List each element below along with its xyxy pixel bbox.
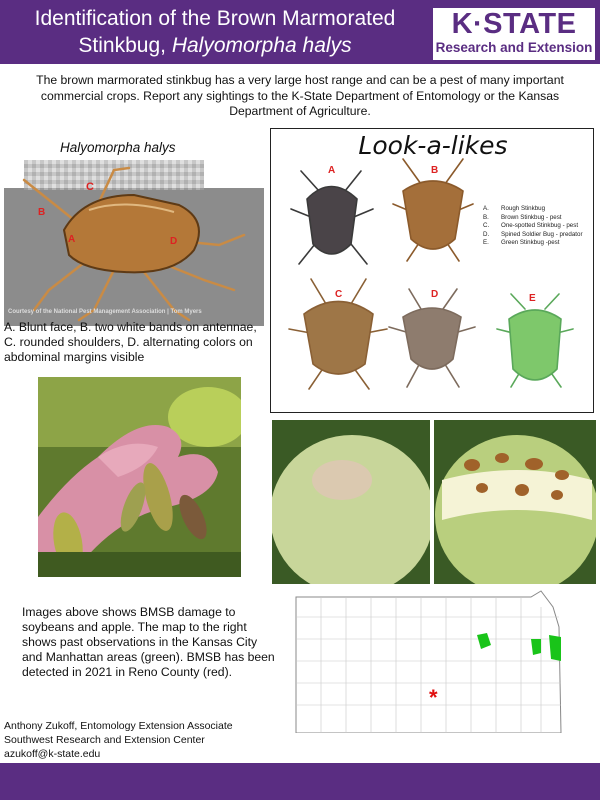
- legend-row: [483, 205, 595, 214]
- legend-label: Rough Stinkbug: [501, 205, 546, 212]
- title-species: Halyomorpha halys: [171, 34, 352, 57]
- bug-e-icon: [497, 294, 573, 387]
- legend-row: [483, 231, 595, 240]
- title-prefix: Stinkbug,: [78, 34, 172, 57]
- legend-row: [483, 239, 595, 248]
- author-email: azukoff@k-state.edu: [4, 748, 101, 760]
- legend-row: [483, 214, 595, 223]
- specimen-description: A. Blunt face, B. two white bands on antennae, C. rounded shoulders, D. alternating colors on abdominal margins visible: [4, 320, 257, 364]
- bug-a-icon: [291, 171, 373, 264]
- lookalikes-legend: [483, 205, 595, 248]
- bug-letter-d: D: [431, 289, 439, 300]
- page-title-line1: Identification of the Brown Marmorated: [34, 7, 396, 30]
- logo-sub-text: Research and Extension: [435, 40, 593, 55]
- legend-label: One-spotted Stinkbug - pest: [501, 222, 579, 230]
- legend-label: Green Stinkbug -pest: [501, 239, 560, 247]
- legend-key: D.: [483, 230, 490, 238]
- map-description: Images above shows BMSB damage to soybeans and apple. The map to the right shows past observations in the Kansas City and Manhattan areas (green). BMSB has been detected in 2021 in Reno County (red).: [22, 605, 275, 679]
- legend-label: Brown Stinkbug - pest: [501, 213, 562, 221]
- bug-letter-a: A: [328, 165, 336, 176]
- kansas-county-map: [291, 587, 596, 733]
- intro-paragraph: The brown marmorated stinkbug has a very large host range and can be a pest of many important commercial crops. Report any sightings to the K-State Department of Entomology or the Kansas Department of Agriculture.: [36, 73, 564, 118]
- specimen-label-b: B: [38, 207, 46, 218]
- author-name: Anthony Zukoff, Entomology Extension Associate: [4, 720, 233, 732]
- legend-key: A.: [483, 205, 489, 212]
- bug-d-icon: [389, 289, 475, 387]
- lookalikes-title: Look-a-likes: [358, 131, 508, 160]
- bug-letter-c: C: [335, 289, 343, 300]
- specimen-label-d: D: [170, 236, 178, 247]
- specimen-credit: Courtesy of the National Pest Management Association | Tom Myers: [8, 309, 202, 315]
- specimen-illustration: [4, 160, 264, 326]
- footer-bar: [0, 763, 600, 800]
- soybean-damage-photo: [38, 377, 241, 577]
- specimen-label-c: C: [86, 181, 94, 193]
- page-title-line2: [0, 33, 430, 59]
- kstate-logo: [433, 8, 595, 60]
- legend-key: C.: [483, 222, 490, 230]
- legend-row: [483, 222, 595, 231]
- author-block: [4, 719, 304, 761]
- bug-letter-b: B: [431, 165, 439, 176]
- reno-county-marker: *: [429, 685, 438, 710]
- legend-key: B.: [483, 213, 489, 221]
- logo-main-text: K·STATE: [451, 8, 577, 40]
- specimen-caption: Halyomorpha halys: [60, 140, 176, 155]
- legend-key: E.: [483, 239, 489, 247]
- specimen-label-a: A: [68, 234, 76, 245]
- lookalikes-panel: [270, 128, 594, 413]
- bug-letter-e: E: [529, 293, 536, 304]
- observation-areas: [477, 633, 561, 661]
- legend-label: Spined Soldier Bug - predator: [501, 230, 583, 238]
- author-center: Southwest Research and Extension Center: [4, 734, 205, 746]
- apple-damage-photo: [272, 420, 596, 584]
- lookalike-bugs: [271, 129, 595, 414]
